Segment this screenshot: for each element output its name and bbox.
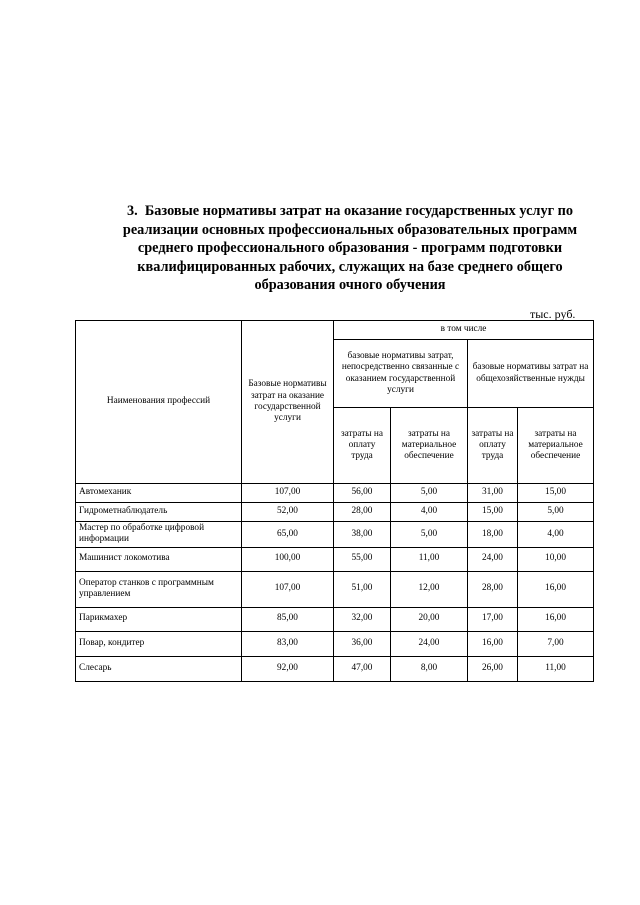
labor-value-2: 28,00 bbox=[468, 571, 518, 607]
table-row bbox=[76, 607, 594, 631]
header-direct: базовые нормативы затрат, непосредственно связанные с оказанием государственной услуги bbox=[334, 340, 468, 408]
table-row bbox=[76, 484, 594, 503]
table-row bbox=[76, 571, 594, 607]
labor-value-1: 28,00 bbox=[334, 503, 391, 522]
table-row bbox=[76, 656, 594, 681]
document-title bbox=[100, 202, 600, 295]
labor-value-1: 47,00 bbox=[334, 656, 391, 681]
title-line-3: среднего профессионального образования - программ подготовки bbox=[137, 240, 563, 256]
material-value-2: 15,00 bbox=[518, 484, 594, 503]
material-value-1: 20,00 bbox=[391, 607, 468, 631]
labor-value-1: 56,00 bbox=[334, 484, 391, 503]
title-line-2: реализации основных профессиональных образовательных программ bbox=[122, 221, 578, 238]
material-value-2: 16,00 bbox=[518, 607, 594, 631]
material-value-1: 5,00 bbox=[391, 522, 468, 548]
material-value-1: 8,00 bbox=[391, 656, 468, 681]
title-line-1: 3. Базовые нормативы затрат на оказание государственных услуг по bbox=[126, 203, 574, 219]
base-value: 83,00 bbox=[242, 631, 334, 656]
material-value-2: 7,00 bbox=[518, 631, 594, 656]
base-value: 52,00 bbox=[242, 503, 334, 522]
material-value-2: 5,00 bbox=[518, 503, 594, 522]
profession-name: Гидрометнаблюдатель bbox=[76, 503, 242, 522]
header-labor-1: затраты на оплату труда bbox=[334, 408, 391, 484]
labor-value-1: 55,00 bbox=[334, 547, 391, 571]
material-value-2: 16,00 bbox=[518, 571, 594, 607]
header-base: Базовые нормативы затрат на оказание государственной услуги bbox=[242, 321, 334, 484]
profession-name: Автомеханик bbox=[76, 484, 242, 503]
material-value-1: 11,00 bbox=[391, 547, 468, 571]
labor-value-1: 38,00 bbox=[334, 522, 391, 548]
base-value: 107,00 bbox=[242, 571, 334, 607]
labor-value-2: 26,00 bbox=[468, 656, 518, 681]
profession-name: Машинист локомотива bbox=[76, 547, 242, 571]
profession-name: Оператор станков с программным управлением bbox=[76, 571, 242, 607]
section-number: 3. bbox=[126, 203, 138, 219]
labor-value-1: 51,00 bbox=[334, 571, 391, 607]
labor-value-2: 24,00 bbox=[468, 547, 518, 571]
profession-name: Мастер по обработке цифровой информации bbox=[76, 522, 242, 548]
material-value-1: 24,00 bbox=[391, 631, 468, 656]
labor-value-2: 16,00 bbox=[468, 631, 518, 656]
title-line-5: образования очного обучения bbox=[254, 277, 446, 293]
table-row bbox=[76, 503, 594, 522]
labor-value-1: 32,00 bbox=[334, 607, 391, 631]
header-name: Наименования профессий bbox=[76, 321, 242, 484]
header-general: базовые нормативы затрат на общехозяйственные нужды bbox=[468, 340, 594, 408]
labor-value-2: 17,00 bbox=[468, 607, 518, 631]
header-including: в том числе bbox=[334, 321, 594, 340]
material-value-2: 11,00 bbox=[518, 656, 594, 681]
base-value: 65,00 bbox=[242, 522, 334, 548]
labor-value-1: 36,00 bbox=[334, 631, 391, 656]
material-value-1: 4,00 bbox=[391, 503, 468, 522]
material-value-2: 10,00 bbox=[518, 547, 594, 571]
labor-value-2: 18,00 bbox=[468, 522, 518, 548]
table-row bbox=[76, 522, 594, 548]
profession-name: Повар, кондитер bbox=[76, 631, 242, 656]
material-value-1: 12,00 bbox=[391, 571, 468, 607]
table-row bbox=[76, 631, 594, 656]
header-material-2: затраты на материальное обеспечение bbox=[518, 408, 594, 484]
header-row-1 bbox=[76, 321, 594, 340]
title-line-4: квалифицированных рабочих, служащих на базе среднего общего bbox=[137, 258, 563, 275]
base-value: 107,00 bbox=[242, 484, 334, 503]
base-value: 92,00 bbox=[242, 656, 334, 681]
material-value-2: 4,00 bbox=[518, 522, 594, 548]
profession-name: Слесарь bbox=[76, 656, 242, 681]
header-labor-2: затраты на оплату труда bbox=[468, 408, 518, 484]
labor-value-2: 15,00 bbox=[468, 503, 518, 522]
header-material-1: затраты на материальное обеспечение bbox=[391, 408, 468, 484]
base-value: 100,00 bbox=[242, 547, 334, 571]
table-row bbox=[76, 547, 594, 571]
profession-name: Парикмахер bbox=[76, 607, 242, 631]
material-value-1: 5,00 bbox=[391, 484, 468, 503]
unit-label: тыс. руб. bbox=[530, 307, 576, 321]
cost-norms-table bbox=[75, 320, 594, 682]
base-value: 85,00 bbox=[242, 607, 334, 631]
labor-value-2: 31,00 bbox=[468, 484, 518, 503]
